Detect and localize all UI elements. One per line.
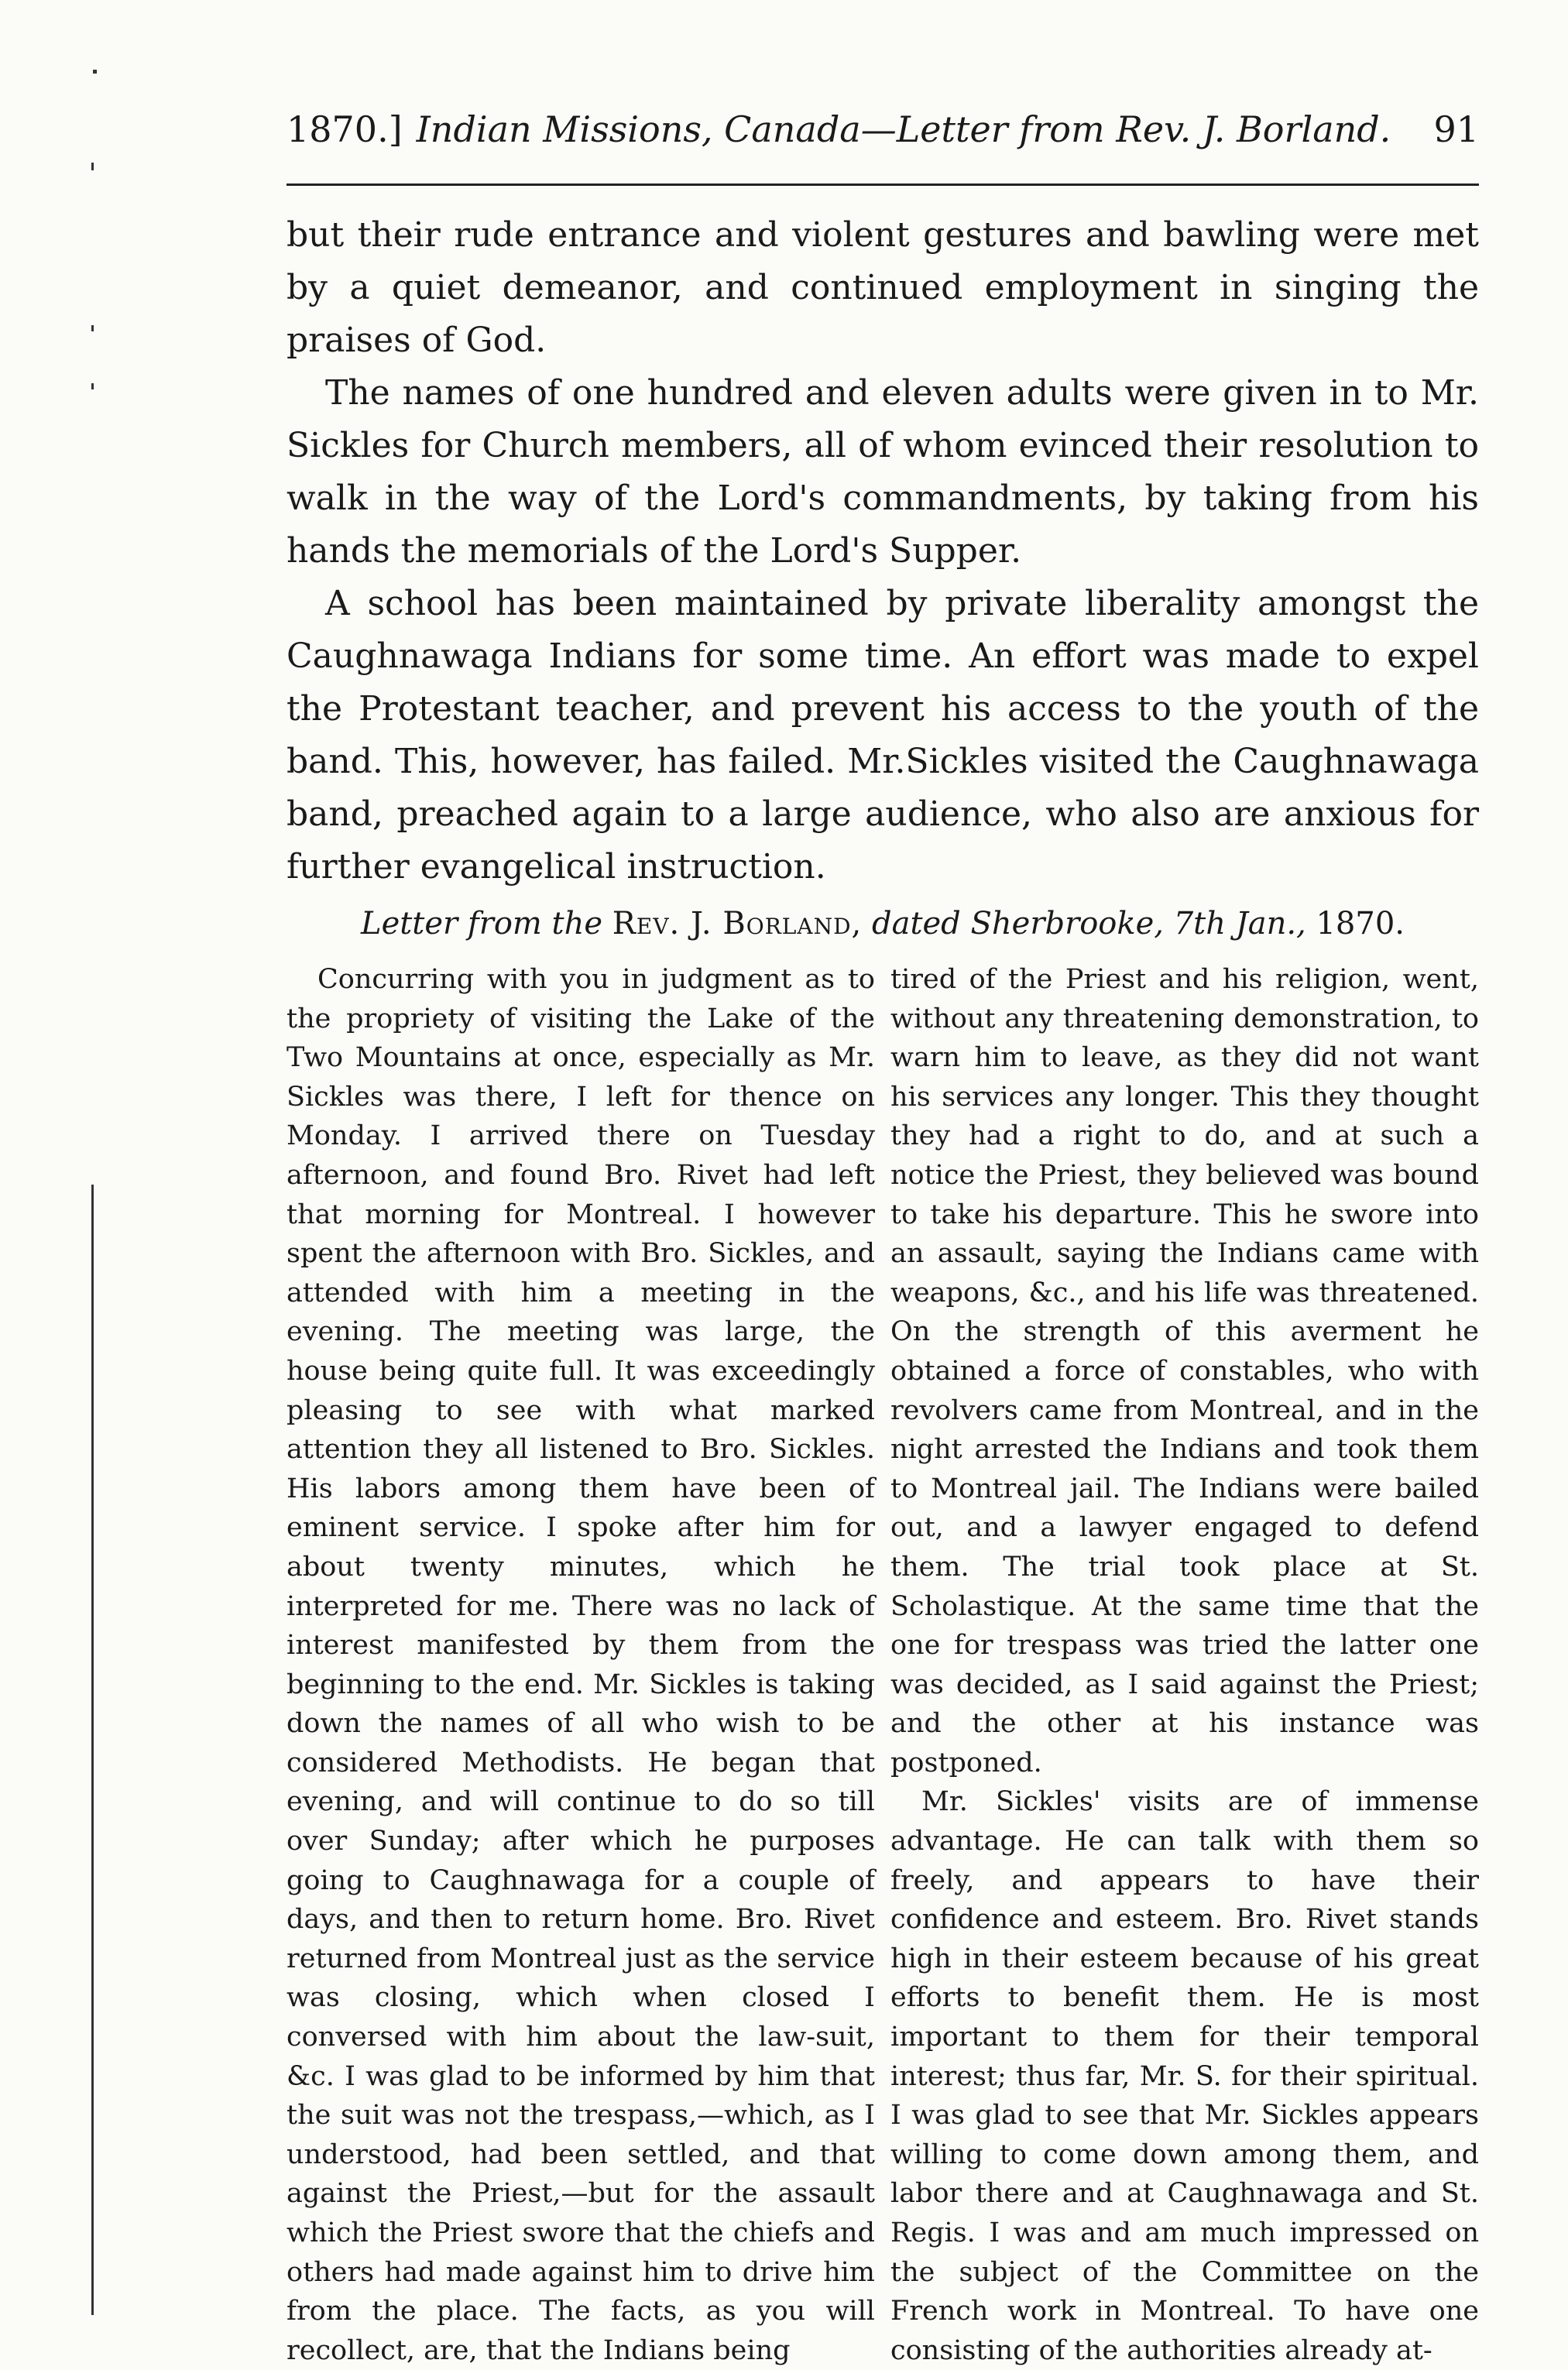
intro-text [286,209,1479,893]
letter-heading-date: dated Sherbrooke, 7th Jan., [871,906,1306,941]
intro-paragraph-1: but their rude entrance and violent gestures and bawling were met by a quiet demeanor, and continued employment in singing the praises of God. [286,215,1479,360]
margin-speck-mark [91,325,94,331]
page-number: 91 [1433,108,1479,150]
letter-column-left [286,960,875,2370]
letter-heading [286,906,1479,941]
margin-line-mark [91,1185,94,2315]
right-column-paragraph-1: tired of the Priest and his religion, went, without any threatening demonstration, to warn him to leave, as they did not want his services any longer. This they thought they had a right to do, and at such a notice the Priest, they believed was bound to take his departure. This he swore into an assault, saying the Indians came with weapons, &c., and his life was threatened. On the strength of this averment he obtained a force of constables, who with revolvers came from Montreal, and in the night arrested the Indians and took them to Montreal jail. The Indians were bailed out, and a lawyer engaged to defend them. The trial took place at St. Scholastique. At the same time that the one for trespass was tried the latter one was decided, as I said against the Priest; and the other at his instance was postponed. [890,964,1479,1778]
letter-heading-year: 1870. [1316,906,1405,941]
margin-speck-mark [93,70,97,74]
margin-speck-mark [91,383,94,389]
right-column-paragraph-2: Mr. Sickles' visits are of immense advantage. He can talk with them so freely, and appears to have their confidence and esteem. Bro. Rivet stands high in their esteem because of his great efforts to benefit them. He is most important to them for their temporal interest; thus far, Mr. S. for their spiritual. I was glad to see that Mr. Sickles appears willing to come down among them, and labor there and at Caughnawaga and St. Regis. I was and am much impressed on the subject of the Committee on the French work in Montreal. To have one consisting of the authorities already at- [890,1786,1479,2366]
letter-heading-intro: Letter from the [361,906,603,941]
intro-paragraph-3: A school has been maintained by private liberality amongst the Caughnawaga Indians for some time. An effort was made to expel the Protestant teacher, and prevent his access to the youth of the band. This, however, has failed. Mr.Sickles visited the Caughnawaga band, preached again to a large audience, who also are anxious for further evangelical instruction. [286,584,1479,887]
margin-speck-mark [91,163,94,170]
intro-paragraph-2: The names of one hundred and eleven adults were given in to Mr. Sickles for Church members, all of whom evinced their resolution to walk in the way of the Lord's commandments, by taking from his hands the memorials of the Lord's Supper. [286,373,1479,571]
letter-heading-author: Rev. J. Borland, [612,906,863,941]
left-column-paragraph: Concurring with you in judgment as to the propriety of visiting the Lake of the Two Mountains at once, especially as Mr. Sickles was there, I left for thence on Monday. I arrived there on Tuesday afternoon, and found Bro. Rivet had left that morning for Montreal. I however spent the afternoon with Bro. Sickles, and attended with him a meeting in the evening. The meeting was large, the house being quite full. It was exceedingly pleasing to see with what marked attention they all listened to Bro. Sickles. His labors among them have been of eminent service. I spoke after him for about twenty minutes, which he interpreted for me. There was no lack of interest manifested by them from the beginning to the end. Mr. Sickles is taking down the names of all who wish to be considered Methodists. He began that evening, and will continue to do so till over Sunday; after which he purposes going to Caughnawaga for a couple of days, and then to return home. Bro. Rivet returned from Montreal just as the service was closing, which when closed I conversed with him about the law-suit, &c. I was glad to be informed by him that the suit was not the trespass,—which, as I understood, had been settled, and that against the Priest,—but for the assault which the Priest swore that the chiefs and others had made against him to drive him from the place. The facts, as you will recollect, are, that the Indians being [286,964,875,2366]
letter-column-right [890,960,1479,2370]
header-year: 1870.] [286,108,403,150]
header-rule [286,183,1479,186]
running-header [286,108,1479,163]
header-title: Indian Missions, Canada—Letter from Rev. J. Borland. [416,108,1391,150]
